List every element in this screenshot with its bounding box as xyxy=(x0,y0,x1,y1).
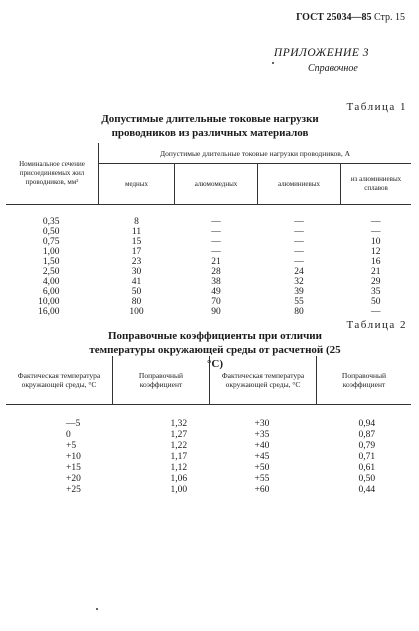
table-cell: — xyxy=(294,237,304,247)
table-cell: — xyxy=(211,227,221,237)
table-cell: 16 xyxy=(371,257,381,267)
table-row xyxy=(6,277,411,287)
table2-header: Фактическая температура окружающей среды, °С xyxy=(210,356,317,405)
table-cell: +35 xyxy=(254,430,270,440)
table-cell: 0,87 xyxy=(358,430,376,440)
table-cell: 70 xyxy=(211,297,221,307)
table-row xyxy=(6,267,411,277)
table-cell: 1,32 xyxy=(170,419,188,429)
table-cell: — xyxy=(371,217,381,227)
table-cell: 38 xyxy=(211,277,221,287)
table-cell: 30 xyxy=(131,267,142,277)
table-cell: 2,50 xyxy=(42,267,60,277)
table-cell: 39 xyxy=(294,287,304,297)
table-cell: 90 xyxy=(211,307,221,317)
page-number: Стр. 15 xyxy=(373,12,405,23)
table-cell: — xyxy=(211,247,221,257)
table-cell: +55 xyxy=(254,474,270,484)
table-cell: 12 xyxy=(371,247,381,257)
table-cell: 55 xyxy=(294,297,304,307)
table-cell: 24 xyxy=(294,267,304,277)
table-cell: 100 xyxy=(129,307,144,317)
table-cell: 0,61 xyxy=(358,463,376,473)
table-cell: 32 xyxy=(294,277,304,287)
table-row xyxy=(6,452,411,463)
table-row xyxy=(6,287,411,297)
table-cell: 21 xyxy=(371,267,381,277)
table1 xyxy=(6,143,411,317)
table-cell: 0,71 xyxy=(358,452,376,462)
table-cell: 15 xyxy=(131,237,142,247)
table-cell: +10 xyxy=(66,452,81,462)
table1-title: Допустимые длительные токовые нагрузки проводников из различных материалов xyxy=(101,113,319,139)
table-cell: 10,00 xyxy=(38,297,60,307)
table1-subheader: алюминиевых xyxy=(258,164,341,205)
table-row xyxy=(6,430,411,441)
table-row xyxy=(6,227,411,237)
table-cell: 11 xyxy=(131,227,142,237)
table2-header: Фактическая температура окружающей среды, °С xyxy=(6,356,113,405)
table1-subheader: из алюминиевых сплавов xyxy=(341,164,412,205)
table-cell: +30 xyxy=(254,419,270,429)
table-cell: 80 xyxy=(131,297,142,307)
table-row xyxy=(6,474,411,485)
table-cell: 80 xyxy=(294,307,304,317)
page-header xyxy=(296,12,405,23)
appendix-subtitle: Справочное xyxy=(308,63,358,74)
table-row xyxy=(6,441,411,452)
table-row xyxy=(6,247,411,257)
table-row xyxy=(6,485,411,496)
spacer-row xyxy=(6,205,411,218)
table2-label: Таблица 2 xyxy=(346,319,407,331)
table-cell: +5 xyxy=(66,441,77,451)
table1-subheader: медных xyxy=(99,164,175,205)
table1-col0-header: Номинальное сечение присоединяемых жил проводников, мм² xyxy=(6,143,99,205)
table-cell: 1,17 xyxy=(170,452,188,462)
table-row xyxy=(6,217,411,227)
table-cell: 6,00 xyxy=(42,287,60,297)
table-cell: 50 xyxy=(371,297,381,307)
table-cell: — xyxy=(294,257,304,267)
table-cell: 0,44 xyxy=(358,485,376,495)
table-cell: — xyxy=(211,217,221,227)
table-cell: 28 xyxy=(211,267,221,277)
table-cell: 1,22 xyxy=(170,441,188,451)
table2 xyxy=(6,356,411,496)
table-cell: +50 xyxy=(254,463,270,473)
table-row xyxy=(6,237,411,247)
standard-number: ГОСТ 25034—85 xyxy=(296,12,372,23)
table-cell: 10 xyxy=(371,237,381,247)
table-cell: 21 xyxy=(211,257,221,267)
table-cell: 1,12 xyxy=(170,463,188,473)
table-cell: 1,50 xyxy=(42,257,60,267)
table-cell: 41 xyxy=(131,277,142,287)
table-cell: 0 xyxy=(66,430,71,440)
table-cell: 35 xyxy=(371,287,381,297)
table-cell: 0,94 xyxy=(358,419,376,429)
table2-header: Поправочный коэффициент xyxy=(317,356,412,405)
table-cell: 29 xyxy=(371,277,381,287)
table-cell: 8 xyxy=(134,217,139,227)
table-cell: +40 xyxy=(254,441,270,451)
table-cell: 0,35 xyxy=(42,217,60,227)
table-cell: — xyxy=(294,247,304,257)
table1-label: Таблица 1 xyxy=(346,101,407,113)
table-cell: — xyxy=(294,227,304,237)
print-speck xyxy=(272,62,274,64)
table-cell: +15 xyxy=(66,463,81,473)
table-cell: 0,50 xyxy=(42,227,60,237)
table-cell: 0,79 xyxy=(358,441,376,451)
table1-group-header: Допустимые длительные токовые нагрузки проводников, А xyxy=(99,143,412,164)
table-cell: —5 xyxy=(66,419,81,429)
table-cell: 1,06 xyxy=(170,474,188,484)
table-row xyxy=(6,307,411,317)
table-cell: 49 xyxy=(211,287,221,297)
table-cell: 16,00 xyxy=(38,307,60,317)
table-cell: 17 xyxy=(131,247,142,257)
table-cell: — xyxy=(371,307,381,317)
table-row xyxy=(6,257,411,267)
table-cell: 1,00 xyxy=(170,485,188,495)
appendix-title: ПРИЛОЖЕНИЕ 3 xyxy=(273,47,369,59)
table1-subheader: алюмомедных xyxy=(175,164,258,205)
table2-title: Поправочные коэффициенты при отличии температуры окружающей среды от расчетной (25 °С) xyxy=(89,330,341,370)
table-cell: +20 xyxy=(66,474,81,484)
print-speck xyxy=(96,608,98,610)
table-cell: +60 xyxy=(254,485,270,495)
table-cell: — xyxy=(294,217,304,227)
table-cell: 1,27 xyxy=(170,430,188,440)
spacer-row xyxy=(6,405,411,420)
table-cell: 0,50 xyxy=(358,474,376,484)
table-cell: 50 xyxy=(131,287,142,297)
table-row xyxy=(6,419,411,430)
table-row xyxy=(6,463,411,474)
table-cell: — xyxy=(211,237,221,247)
table-cell: 4,00 xyxy=(42,277,60,287)
table-cell: 23 xyxy=(131,257,142,267)
table-cell: 1,00 xyxy=(42,247,60,257)
table-cell: 0,75 xyxy=(42,237,60,247)
table-cell: — xyxy=(371,227,381,237)
table-cell: +45 xyxy=(254,452,270,462)
table-row xyxy=(6,297,411,307)
table-cell: +25 xyxy=(66,485,81,495)
table2-header: Поправочный коэффициент xyxy=(113,356,210,405)
